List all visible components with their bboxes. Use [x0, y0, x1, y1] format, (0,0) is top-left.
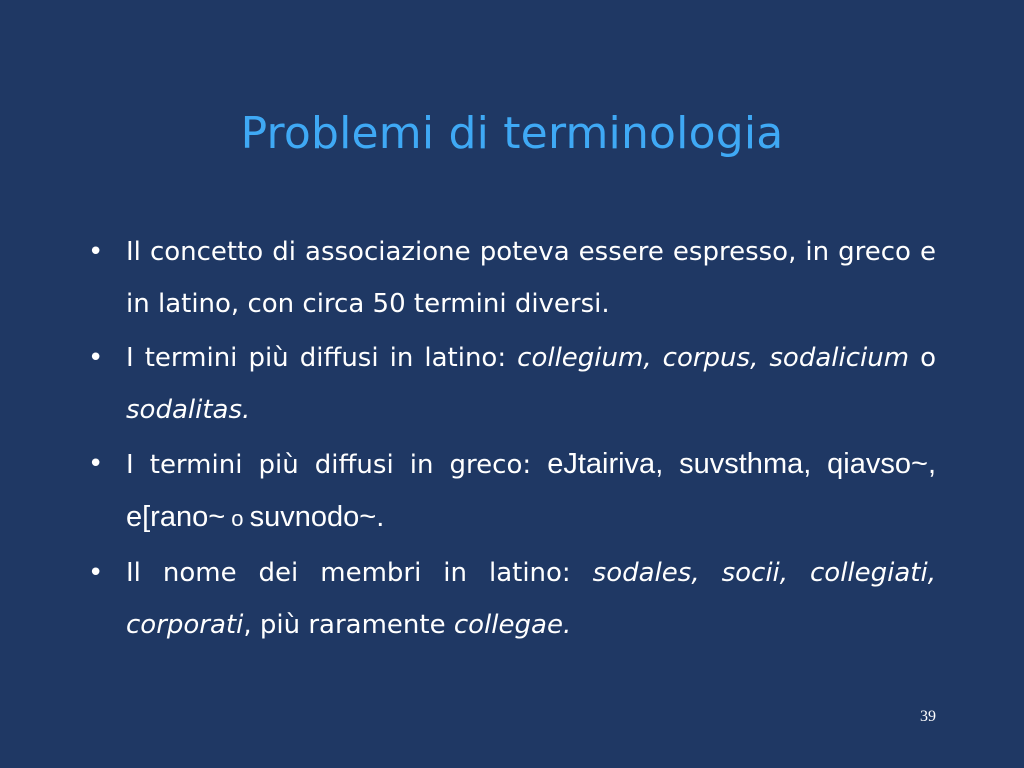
page-number: 39	[920, 708, 936, 725]
bullet-item	[88, 547, 936, 651]
bullet-marker: •	[88, 343, 104, 373]
bullet-item	[88, 438, 936, 545]
bullet-list	[88, 226, 936, 653]
bullet-item	[88, 226, 936, 330]
slide-title: Problemi di terminologia	[240, 108, 784, 159]
separator: ,	[927, 448, 936, 480]
bullet-middle: , più raramente	[243, 610, 454, 640]
period: .	[376, 501, 385, 533]
connector: o	[909, 343, 937, 373]
latin-term-last: collegae.	[453, 610, 572, 640]
bullet-lead: I termini più diffusi in latino:	[126, 343, 518, 373]
bullet-marker: •	[88, 558, 104, 588]
connector: o	[225, 506, 250, 531]
separator: ,	[655, 448, 680, 480]
latin-terms: collegium, corpus, sodalicium	[517, 343, 910, 373]
bullet-lead: I termini più diffusi in greco:	[126, 450, 548, 480]
greek-term: e[rano~	[126, 501, 226, 533]
latin-terms: sodales, socii, collegiati, corporati	[126, 558, 936, 640]
bullet-marker: •	[88, 237, 104, 267]
greek-term: qiavso~	[827, 448, 928, 480]
greek-term: eJtairiva	[547, 448, 656, 480]
latin-term-last: sodalitas.	[126, 395, 251, 425]
bullet-marker: •	[88, 449, 104, 479]
bullet-item	[88, 332, 936, 436]
bullet-text: Il concetto di associazione poteva essere espresso, in greco e in latino, con circa 50 termini diversi.	[126, 237, 936, 319]
greek-term: suvsthma	[679, 448, 804, 480]
separator: ,	[803, 448, 828, 480]
bullet-lead: Il nome dei membri in latino:	[126, 558, 593, 588]
greek-term: suvnodo~	[249, 501, 377, 533]
